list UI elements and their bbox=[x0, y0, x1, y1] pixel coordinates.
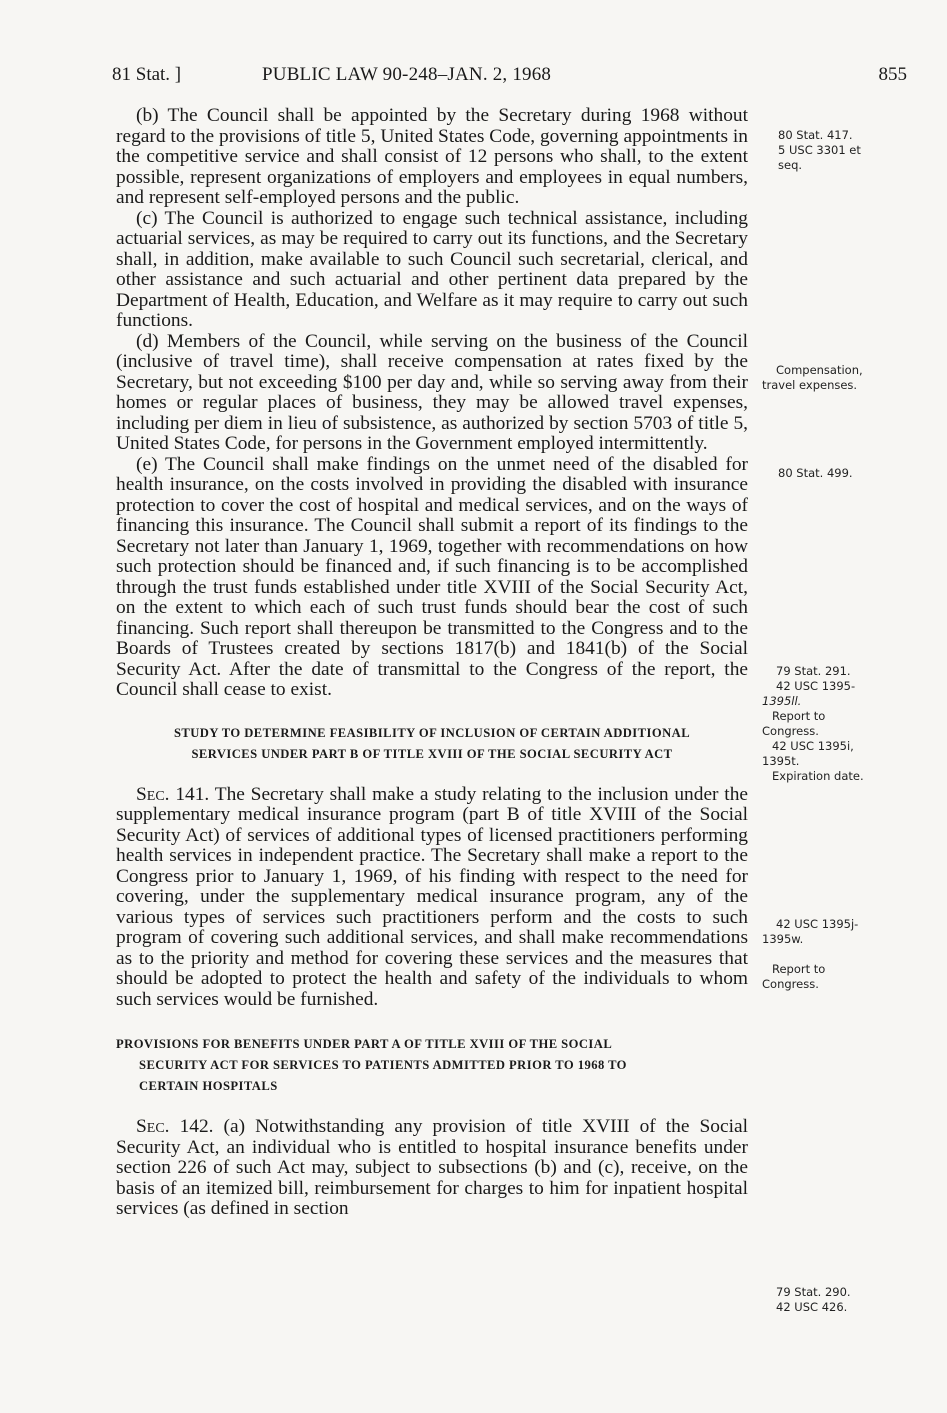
paragraph-e: (e) The Council shall make findings on the unmet need of the disabled for health insurance, on the costs involved in providing the disabled with insurance protection to cover the cost of hospital and medical services, and on the ways of financing this insurance. The Council shall submit a report of its findings to the Secretary not later than January 1, 1969, together with recommendations on how such protection should be financed and, if such financing is to be accomplished through the trust funds established under title XVIII of the Social Security Act, on the extent to which each of such trust funds should bear the cost of such financing. Such report shall thereupon be transmitted to the Congress and to the Boards of Trustees created by sections 1817(b) and 1841(b) of the Social Security Act. After the date of transmittal to the Congress of the report, the Council shall cease to exist. bbox=[116, 453, 748, 700]
running-title: PUBLIC LAW 90-248–JAN. 2, 1968 bbox=[262, 64, 552, 85]
margin-note-line: 42 USC 1395i, bbox=[772, 739, 854, 753]
margin-note-80-stat-417 bbox=[778, 128, 861, 173]
paragraph-c: (c) The Council is authorized to engage such technical assistance, including actuarial services, as may be required to carry out its functions, and the Secretary shall, in addition, make available to such Council such secretarial, clerical, and other assistance and such actuarial and other pertinent data prepared by the Department of Health, Education, and Welfare as it may require to carry out such functions. bbox=[116, 207, 748, 331]
margin-note-79-stat-290 bbox=[776, 1285, 851, 1315]
margin-note-compensation bbox=[762, 363, 863, 393]
section-141-label: Sec. 141. bbox=[136, 783, 210, 805]
margin-note-line: 42 USC 1395- bbox=[776, 679, 856, 693]
section-142-text bbox=[116, 1117, 748, 1220]
section-142-heading-line: SECURITY ACT FOR SERVICES TO PATIENTS ADMITTED PRIOR TO 1968 TO bbox=[139, 1058, 627, 1072]
margin-note-line: Report to bbox=[772, 962, 826, 976]
section-142-heading-line: PROVISIONS FOR BENEFITS UNDER PART A OF TITLE XVIII OF THE SOCIAL bbox=[116, 1037, 613, 1051]
section-142-heading bbox=[116, 1034, 748, 1097]
margin-note-line: Congress. bbox=[762, 724, 819, 738]
margin-note-line: 1395w. bbox=[762, 932, 804, 946]
margin-note-line: Expiration date. bbox=[772, 769, 864, 783]
margin-note-42-usc-1395j bbox=[762, 917, 858, 947]
margin-note-79-stat-291 bbox=[762, 664, 864, 784]
margin-note-line: 5 USC 3301 et bbox=[778, 143, 861, 157]
margin-note-line: 42 USC 1395j- bbox=[776, 917, 859, 931]
paragraph-d: (d) Members of the Council, while serving on the business of the Council (inclusive of travel time), shall receive compensation at rates fixed by the Secretary, but not exceeding $100 per day and, while so serving away from their homes or regular places of business, they may be allowed travel expenses, including per diem in lieu of subsistence, as authorized by section 5703 of title 5, United States Code, for persons in the Government employed intermittently. bbox=[116, 330, 748, 454]
margin-note-line: 42 USC 426. bbox=[776, 1300, 848, 1314]
margin-note-line: Report to bbox=[772, 709, 826, 723]
margin-note-line: Compensation, bbox=[776, 363, 863, 377]
margin-note-line: 1395t. bbox=[762, 754, 800, 768]
section-141-text bbox=[116, 785, 748, 1011]
paragraph-b: (b) The Council shall be appointed by the Secretary during 1968 without regard to the provisions of title 5, United States Code, governing appointments in the competitive service and shall consist of 12 persons who shall, to the extent possible, represent organizations of employers and employees in equal numbers, and represent self-employed persons and the public. bbox=[116, 105, 748, 208]
margin-note-line: 79 Stat. 291. bbox=[776, 664, 851, 678]
margin-note-line: travel expenses. bbox=[762, 378, 858, 392]
margin-note-line: Congress. bbox=[762, 977, 819, 991]
section-142-body: (a) Notwithstanding any provision of title XVIII of the Social Security Act, an individual who is entitled to hospital insurance benefits under section 226 of such Act may, subject to subsections (b) and (c), receive, on the basis of an itemized bill, reimbursement for charges to him for inpatient hospital services (as defined in section bbox=[116, 1116, 748, 1219]
margin-note-line: 80 Stat. 417. bbox=[778, 128, 853, 142]
section-141-heading-line: STUDY TO DETERMINE FEASIBILITY OF INCLUSION OF CERTAIN ADDITIONAL bbox=[173, 725, 691, 740]
statute-volume: 81 Stat. ] bbox=[112, 64, 182, 85]
page-header bbox=[112, 64, 907, 88]
margin-note-line: 1395ll. bbox=[762, 694, 802, 708]
section-141-heading bbox=[116, 723, 748, 765]
margin-note-line: 79 Stat. 290. bbox=[776, 1285, 851, 1299]
page-number: 855 bbox=[878, 64, 907, 85]
margin-note-80-stat-499 bbox=[778, 466, 853, 481]
section-142-heading-line: CERTAIN HOSPITALS bbox=[139, 1079, 278, 1093]
margin-note-line: 80 Stat. 499. bbox=[778, 466, 853, 480]
section-141-body: The Secretary shall make a study relating to the inclusion under the supplementary medical insurance program (part B of title XVIII of the Social Security Act) of services of additional types of licensed practitioners performing health services in independent practice. The Secretary shall make a report to the Congress prior to January 1, 1969, of his finding with respect to the need for covering, under the supplementary medical insurance program, any of the various types of services such practitioners perform and the costs to such program of covering such additional services, and shall make recommendations as to the priority and method for covering these services and the measures that should be adopted to protect the health and safety of the individuals to whom such services would be furnished. bbox=[116, 783, 748, 1010]
margin-note-report-to-congress bbox=[762, 962, 825, 992]
margin-note-line: seq. bbox=[778, 158, 803, 172]
section-141-heading-line: SERVICES UNDER PART B OF TITLE XVIII OF THE SOCIAL SECURITY ACT bbox=[191, 746, 673, 761]
section-142-label: Sec. 142. bbox=[136, 1116, 214, 1137]
body-text bbox=[116, 106, 748, 1220]
